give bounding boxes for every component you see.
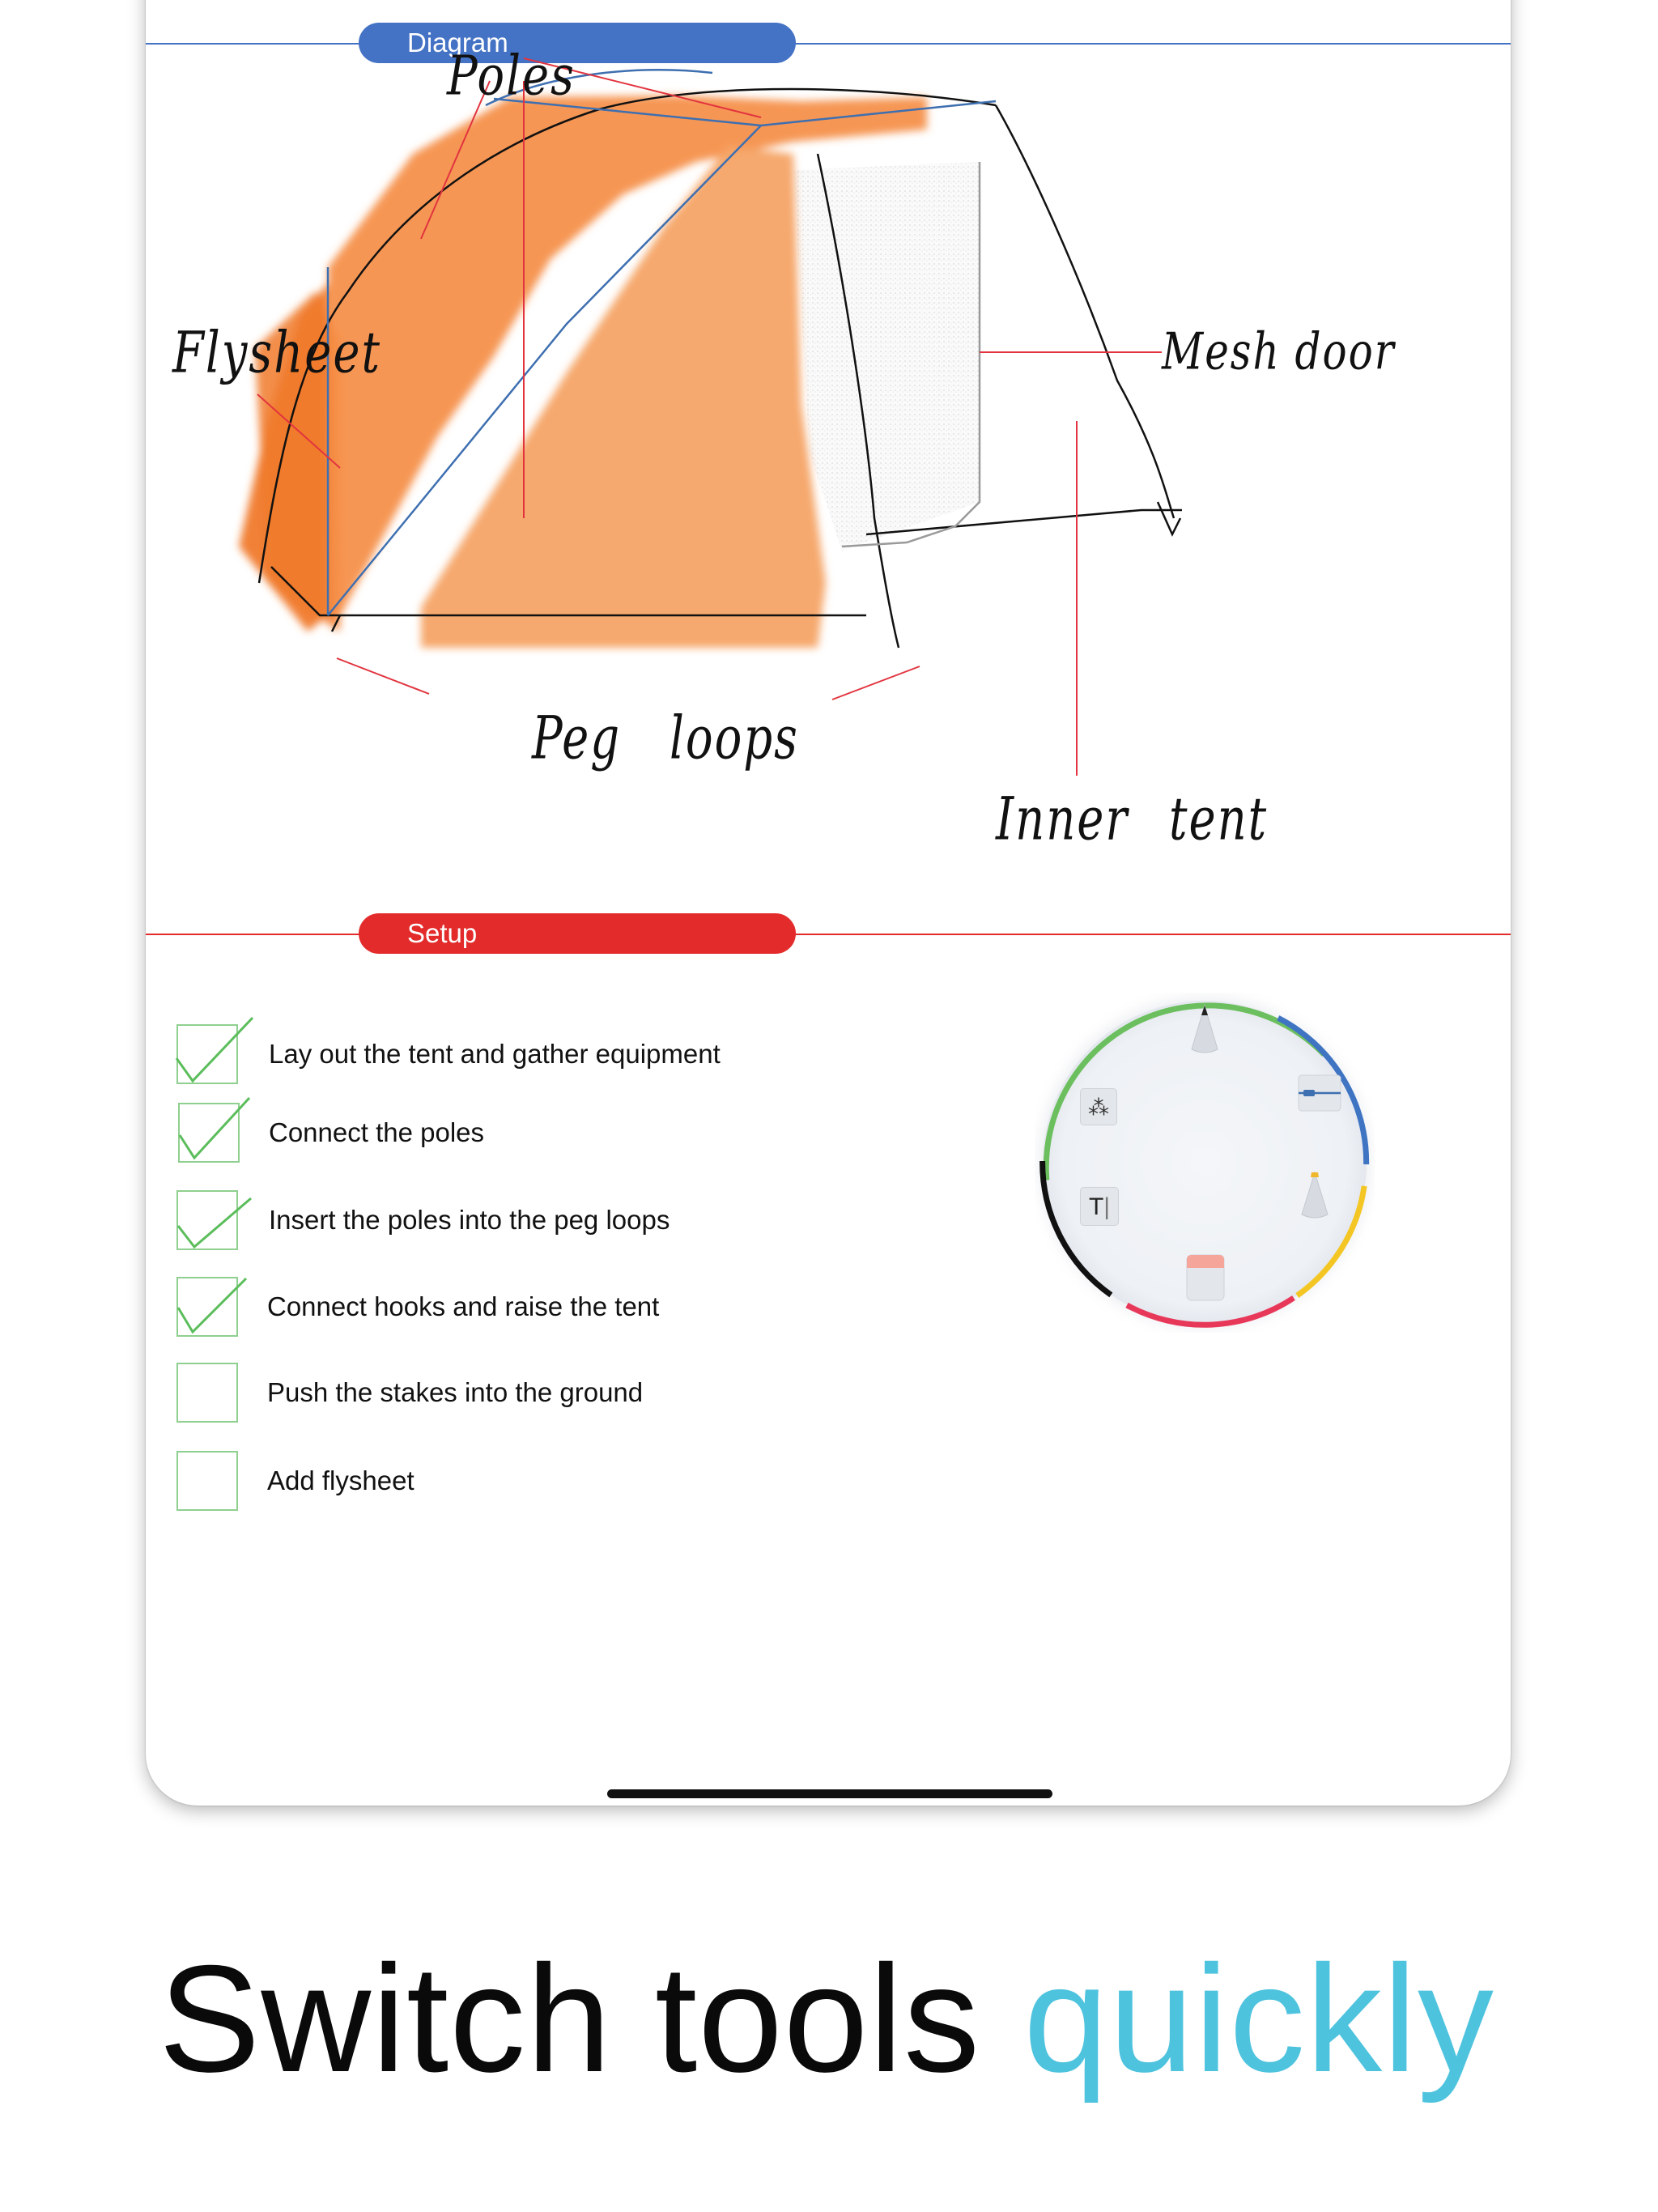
checklist-item[interactable] [146,1451,955,1516]
highlighter-icon[interactable] [1299,1169,1331,1221]
checklist-text: Connect hooks and raise the tent [267,1291,660,1321]
tool-wheel[interactable] [1035,993,1375,1333]
setup-divider [146,934,1511,935]
checklist-item[interactable] [146,1103,955,1168]
checkmark-icon [170,1168,259,1257]
checklist-text: Insert the poles into the peg loops [269,1205,670,1235]
checklist-item[interactable] [146,1190,955,1255]
caption-main: Switch tools [159,1933,981,2104]
label-peg-loops: Peg loops [532,704,799,773]
diagram-section-tab[interactable]: Diagram [359,23,796,63]
checklist-text: Push the stakes into the ground [267,1377,644,1407]
checkmark-icon [170,1254,259,1343]
setup-section-tab[interactable]: Setup [359,913,796,954]
eraser-icon[interactable] [1185,1253,1226,1302]
label-mesh-door: Mesh door [1162,321,1396,381]
ipad-screen [146,0,1511,1806]
label-poles: Poles [447,45,576,108]
checkmark-icon [170,1002,259,1091]
checklist-text: Connect the poles [269,1117,485,1147]
caption-accent: quickly [1023,1933,1494,2104]
checkbox[interactable] [176,1451,238,1511]
checklist-text: Lay out the tent and gather equipment [269,1039,721,1069]
label-flysheet: Flysheet [172,320,381,387]
lasso-icon[interactable]: ⁂ [1080,1088,1117,1125]
home-indicator[interactable] [607,1789,1052,1798]
ruler-icon[interactable] [1297,1074,1342,1112]
checklist-item[interactable] [146,1277,955,1342]
pencil-icon[interactable] [1188,1004,1221,1056]
label-inner-tent: Inner tent [996,785,1269,854]
checklist-item[interactable] [146,1024,955,1089]
checkbox[interactable] [176,1363,238,1423]
checklist-text: Add flysheet [267,1465,414,1495]
checklist-item[interactable] [146,1363,955,1427]
text-tool-icon[interactable]: T| [1080,1187,1119,1226]
mesh-door-shading [793,162,980,551]
tent-diagram[interactable] [146,0,1511,891]
checkmark-icon [170,1080,259,1169]
marketing-caption [159,1931,1494,2106]
